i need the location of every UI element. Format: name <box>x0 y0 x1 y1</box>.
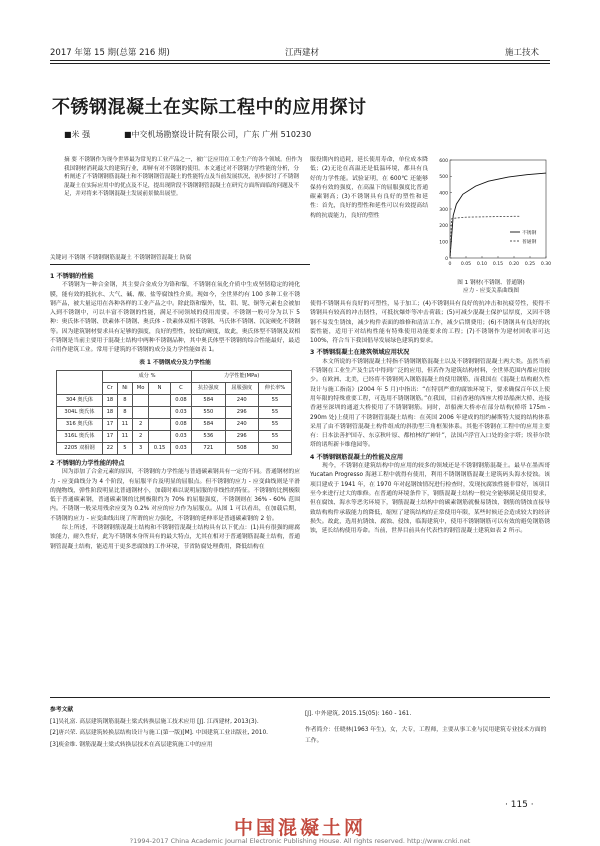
table-cell: 0.03 <box>170 406 191 418</box>
table-head-chem: 成分 % <box>102 370 191 382</box>
table-col-header: 抗拉强度 <box>192 382 225 394</box>
table-cell: 536 <box>192 430 225 442</box>
affiliation: ■中交机场勘察设计院有限公司，广东 广州 510230 <box>124 130 312 139</box>
table-row <box>57 394 292 406</box>
table-cell <box>132 394 148 406</box>
journal-name: 江西建材 <box>285 48 320 58</box>
y-tick-label: 500 <box>439 175 448 181</box>
legend-label: 普通钢 <box>522 239 537 245</box>
right-column <box>310 300 550 536</box>
y-tick-label: 600 <box>439 158 448 164</box>
section-4-body: 现今，不锈钢在建筑结构中的应用的较多的领域还是不锈钢钢筋混凝土。最早在墨西哥 Yucatan Progresso 海港工程中就得有使用，利用不锈钢钢筋混凝土建筑码头海水侵蚀。该项目建成于 1941 年，在 1970 年对起钢蚀情况进行检查时，发现抗腐蚀性能非常好，该项目至今来进行过大的维修。在普通的环境条件下，钢筋混凝土结构一般完全能够满足使用要求，但在腐蚀、海水等恶劣环境下，钢筋混凝土结构中的碳素钢筋就极易锈蚀，钢筋的锈蚀直接导致结构构件承载能力的降低，缩短了建筑结构的正常使用年限，某些时候还会造成较大的经济损失。故此，选用抗锈蚀、腐蚀、侵蚀，临海建筑中，使用不锈钢钢筋可以有效的避免钢筋锈蚀，延长结构使用寿命。当前，世界目前具有代表性的钢管混凝土建筑如表 2 所示。 <box>310 463 550 535</box>
table-cell: 11 <box>117 430 132 442</box>
reference-item: [3]庾金维. 钢筋混凝土梁式转换层技术在高层建筑施工中的应用 <box>50 741 213 748</box>
series-line-2 <box>450 216 520 258</box>
table-row <box>57 406 292 418</box>
section-4-title: 4 不锈钢钢筋混凝土的性能及应用 <box>310 453 404 461</box>
table-cell: 296 <box>225 406 258 418</box>
table-cell: 55 <box>258 394 291 406</box>
y-tick-label: 200 <box>439 224 448 230</box>
left-column <box>50 272 300 552</box>
table-col-header: N <box>149 382 170 394</box>
y-tick-label: 400 <box>439 191 448 197</box>
after-figure-text: 使得不锈钢具有良好的可塑性，易于加工；(4)不锈钢具有良好的抗冲击和抗疲劳性，使得不锈钢具有较高的冲击韧性，可抵抗爆炸等冲击荷载；(5)可减少混凝土保护层厚度，又因不锈钢不易发生锈蚀，减少构件表面的维修和清洁工作，减少后期费用；(6)不锈钢具有良好的抗裂性能，适用于对结构性能有特殊使用功能要求的工程；(7)不锈钢作为建材回收率可达 100%，符合当下我国倡导发展绿色建筑的要求。 <box>310 301 550 345</box>
table-cell: 2 <box>132 418 148 430</box>
section-name: 施工技术 <box>505 48 540 58</box>
right-intro: 服役期内的造耗，延长使用寿命，单位成本降低；(2)无论在高温还是低温环境，都具有良好的力学性能。试验证明，在 600℃ 还能够保持有效的强度，在高温下的屈服强度比普通碳素钢高；(3)不锈钢具有良好的塑性和延性：首先，良好的塑性和延性可以有效提高结构的抗震能力，良好的塑性 <box>310 157 428 219</box>
table-cell: 240 <box>225 394 258 406</box>
x-tick-label: 0.15 <box>492 262 504 267</box>
figure-caption-1: 图 1 钢材(不锈钢、普通钢) <box>457 280 525 286</box>
x-tick-label: 0.05 <box>460 262 472 267</box>
table-1-caption: 表 1 不锈钢成分及力学性能 <box>139 359 211 366</box>
table-grade: 304 奥氏体 <box>57 394 103 406</box>
table-cell: 55 <box>258 418 291 430</box>
copyright: ?1994-2017 China Academic Journal Electronic Publishing House. All rights reserved. http://www.cnki.net <box>129 837 471 845</box>
table-head-mech: 力学性能(MPa) <box>192 370 292 382</box>
abstract-rule <box>50 264 310 265</box>
table-row <box>57 430 292 442</box>
author: ■米 强 <box>64 130 91 139</box>
table-cell: 296 <box>225 430 258 442</box>
table-grade: 316 奥氏体 <box>57 418 103 430</box>
header-rule-thin <box>50 63 550 64</box>
y-tick-label: 300 <box>439 207 448 213</box>
table-cell: 508 <box>225 442 258 454</box>
table-cell <box>149 430 170 442</box>
table-col-header: 伸长率% <box>258 382 291 394</box>
table-grade: 304L 奥氏体 <box>57 406 103 418</box>
table-cell: 18 <box>102 394 117 406</box>
table-grade: 316L 奥氏体 <box>57 430 103 442</box>
table-1 <box>56 370 292 455</box>
table-cell <box>149 394 170 406</box>
table-cell: 0.03 <box>170 430 191 442</box>
abstract: 摘 要 不锈钢作为现今世界最为常见的工业产品之一，被广泛应用在工业生产的各个领域。但作为我国钢材消耗最大的建筑行业，却鲜有对不锈钢的使用。本文通过对不锈钢力学性能的分析，分析阐述了不锈钢钢筋混凝土和不锈钢钢管混凝土的性能特点及当前发展状况，初步探讨了不锈钢混凝土在实际应用中的优点及不足，提出现阶段不锈钢钢管混凝土在研究方面所面临的问题及不足，并对将来不锈钢混凝土发展前景做出展望。 <box>64 157 303 198</box>
reference-item: [2]唐兴荣. 高层建筑转换层结构设计与施工(第一版)[M]. 中国建筑工业出版社, 2010. <box>50 730 269 736</box>
table-cell: 0.08 <box>170 394 191 406</box>
table-cell: 8 <box>117 406 132 418</box>
table-col-header: Mo <box>132 382 148 394</box>
section-1-title: 1 不锈钢的性能 <box>50 273 94 280</box>
reference-item: [J]. 中外建筑, 2015.15(05): 160 - 161. <box>305 711 412 717</box>
references-rule <box>50 697 550 698</box>
series-line-1 <box>450 173 546 258</box>
table-cell: 55 <box>258 430 291 442</box>
stress-strain-chart <box>432 156 550 274</box>
x-tick-label: 0.25 <box>524 262 536 267</box>
table-cell <box>132 406 148 418</box>
table-corner <box>57 370 103 394</box>
table-col-header: C <box>170 382 191 394</box>
x-tick-label: 0.10 <box>476 262 488 267</box>
reference-item: 作者简介：任晓林(1963 年生)，女，大专，工程师，主要从事工业与民用建筑专业技术方面的工作。 <box>305 726 547 744</box>
table-cell: 0.03 <box>170 442 191 454</box>
table-grade: 2205 双相钢 <box>57 442 103 454</box>
table-row <box>57 418 292 430</box>
keywords: 关键词 不锈钢 不锈钢钢筋混凝土 不锈钢钢管混凝土 防腐 <box>50 255 192 261</box>
x-tick-label: 0.30 <box>540 262 552 267</box>
section-1-text: 不锈钢为一种合金钢，其主要合金成分为铬和镍，不锈钢在氧化介质中生成坚韧稳定的钝化膜，能有效的抵抗水、大气、碱、酸、盐等腐蚀性介质。现如今，全世界约有 100 多种工业不锈钢产品，被大量运用在各种各样的工业产品之中。除此铬和镍外，钛、钼、铌、铜等元素也会被加入到不锈钢中，可以丰富不锈钢的性能，满足不同领域的使用需要。不锈钢一般可分为以下 5 种：奥氏体不锈钢、铁素体不锈钢、奥氏体 - 铁素体双相不锈钢、马氏体不锈钢、沉淀硬化不锈钢等。因为建筑钢材要求具有足够的强度，良好的塑性，较低的硬度，故此，奥氏体型不锈钢及双相不锈钢是当前主要用于混凝土结构中两种不锈钢品种，其中奥氏体型不锈钢的综合性能最好，最适合用作建筑工业。常用于建筑的不锈钢的成分及力学性能如表 1。 <box>50 282 300 354</box>
table-cell: 17 <box>102 418 117 430</box>
table-cell: 18 <box>102 406 117 418</box>
article-title: 不锈钢混凝土在实际工程中的应用探讨 <box>52 97 367 118</box>
page-number: · 115 · <box>505 800 534 810</box>
table-cell: 17 <box>102 430 117 442</box>
section-3-text: 综上所述，不锈钢钢筋混凝土结构和不锈钢管混凝土结构具有以下优点：(1)具有很强的耐腐蚀能力，耐久性好，此为不锈钢本身所具有的最大特点，尤其在相对于普通钢筋混凝土结构，普通钢管混凝土结构，能适用于更多恶腐蚀的工作环境，节省防腐处理费用，降低结构在 <box>50 525 300 550</box>
table-cell: 584 <box>192 394 225 406</box>
issue-info: 2017 年第 15 期(总第 216 期) <box>50 48 170 58</box>
table-cell: 240 <box>225 418 258 430</box>
watermark: 中国混凝土网 <box>233 817 366 839</box>
y-tick-label: 100 <box>439 240 448 246</box>
table-cell: 11 <box>117 418 132 430</box>
section-3-title: 3 不锈钢混凝土在建筑领域应用状况 <box>310 349 410 357</box>
table-cell: 0.15 <box>149 442 170 454</box>
x-tick-label: 0 <box>448 262 452 267</box>
y-tick-label: 0 <box>445 256 448 262</box>
x-tick-label: 0.20 <box>508 262 520 267</box>
table-cell: 5 <box>117 442 132 454</box>
table-cell <box>149 418 170 430</box>
references-title: 参考文献 <box>50 707 74 713</box>
table-cell: 55 <box>258 406 291 418</box>
table-cell: 30 <box>258 442 291 454</box>
table-cell: 0.08 <box>170 418 191 430</box>
table-cell: 22 <box>102 442 117 454</box>
references <box>50 705 550 751</box>
table-row <box>57 442 292 454</box>
legend-label: 不锈钢 <box>522 230 537 236</box>
figure-1 <box>432 156 550 294</box>
header-rule <box>50 60 550 61</box>
table-cell <box>149 406 170 418</box>
table-cell: 8 <box>117 394 132 406</box>
section-2-title: 2 不锈钢的力学性能的特点 <box>50 459 125 467</box>
figure-caption-2: 应力 - 应变关系曲线图 <box>463 288 519 294</box>
table-cell: 2 <box>132 430 148 442</box>
table-col-header: Ni <box>117 382 132 394</box>
table-cell: 550 <box>192 406 225 418</box>
table-col-header: 屈服强度 <box>225 382 258 394</box>
reference-item: [1]吴礼富. 高层建筑钢筋混凝土梁式转换层施工技术应用 [J]. 江西建材, 2013(3). <box>50 718 259 725</box>
table-col-header: Cr <box>102 382 117 394</box>
section-2-text: 因为添加了合金元素的原因，不锈钢的力学性能与普通碳素钢具有一定的不同。普通钢材的应力 - 应变曲线分为 4 个阶段，有屈服平台及明显的屈服点。但不锈钢的应力 - 应变曲线则是平滑的抛物线，弹性阶段明显比普通钢材小，加载时难以说明屈服的非线性的特征。不锈钢的比例极限低于普通碳素钢，普通碳素钢的比例极限约为 70% 的屈服强度，不锈钢则在 36% - 60% 范围内。不锈钢一般采用残余应变为 0.2% 对应的应力作为屈服点。从图 1 可以看出，在加载后期，不锈钢的应力 - 应变曲线出现了所谓的应力强化，不锈钢的延伸率是普通碳素钢的 2 倍。 <box>50 469 300 522</box>
section-3-body: 本文所说的不锈钢混凝土特指不锈钢钢筋混凝土以及不锈钢钢管混凝土两大类。虽然当前不锈钢在工业生产及生活中得到广泛的应用，但若作为建筑结构材料，全世界范围内都应用较少。在欧洲、北美，已经将不锈钢列入钢筋混凝土的使用钢筋，而我国在《混凝土结构耐久性设计与施工指南》(2004 年 5 月)中指出：“在特别严重的腐蚀环境下，要求确保百年以上使用年限的特殊重要工程，可选用不锈钢钢筋。”在我国，目前香港的西座大桥昂船洲大桥、连接香港至深圳的通道大桥使用了不锈钢钢筋。同时，昂船洲大桥亦在部分结构(桥塔 175m - 290m 处)上使用了不锈钢管混凝土结构：在英国 2006 年建成的纽约赫斯特大厦的结构体系采用了由不锈钢管混凝土构件组成的斜肋型三角框架体系。其他不锈钢在工程中的应用主要有：日本法善护国寺、东京秋叶原、都柏林的“神针”，法国卢浮宫入口处的金字塔；埃菲尔铁塔的诸所新卡维他园等。 <box>310 358 550 449</box>
table-cell: 721 <box>192 442 225 454</box>
table-cell: 584 <box>192 418 225 430</box>
table-cell: 3 <box>132 442 148 454</box>
